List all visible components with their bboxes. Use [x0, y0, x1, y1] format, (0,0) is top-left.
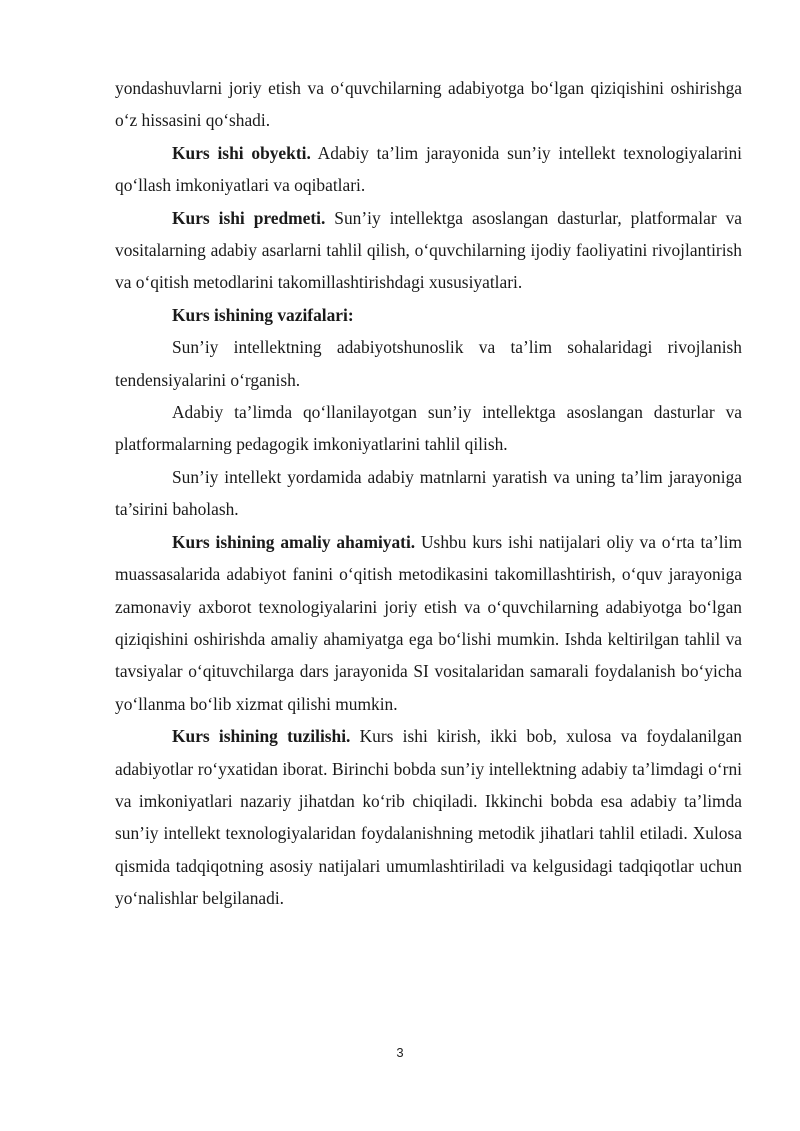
- practical-significance-text: Ushbu kurs ishi natijalari oliy va o‘rta ta’lim muassasalarida adabiyot fanini o‘qitish metodikasini takomillashtirish, o‘quv jarayoniga zamonaviy axborot texnologiyalarini joriy etish va o‘quvchilarning adabiyotga bo‘lgan qiziqishini oshirishda amaliy ahamiyatga ega bo‘lishi mumkin. Ishda keltirilgan tahlil va tavsiyalar o‘qituvchilarga dars jarayonida SI vositalaridan samarali foydalanish bo‘yicha yo‘llanma bo‘lib xizmat qilishi mumkin.: [115, 531, 742, 714]
- paragraph-course-subject: [115, 202, 742, 299]
- course-object-heading: Kurs ishi obyekti.: [172, 142, 311, 163]
- structure-text: Kurs ishi kirish, ikki bob, xulosa va foydalanilgan adabiyotlar ro‘yxatidan iborat. Birinchi bobda sun’iy intellektning adabiy ta’limdagi o‘rni va imkoniyatlari nazariy jihatdan ko‘rib chiqiladi. Ikkinchi bobda esa adabiy ta’limda sun’iy intellekt texnologiyalaridan foydalanishning metodik jihatlari tahlil etiladi. Xulosa qismida tadqiqotning asosiy natijalari umumlashtiriladi va kelgusidagi tadqiqotlar uchun yo‘nalishlar belgilanadi.: [115, 726, 742, 909]
- paragraph-structure: [115, 720, 742, 914]
- paragraph-tasks-heading: [115, 299, 742, 331]
- practical-significance-heading: Kurs ishining amaliy ahamiyati.: [172, 531, 416, 552]
- page-body: [115, 72, 742, 915]
- course-object-text: Adabiy ta’lim jarayonida sun’iy intellekt texnologiyalarini qo‘llash imkoniyatlari va oqibatlari.: [115, 142, 742, 196]
- page-number: 3: [396, 1045, 404, 1060]
- structure-heading: Kurs ishining tuzilishi.: [172, 726, 351, 747]
- task-item-3: Sun’iy intellekt yordamida adabiy matnlarni yaratish va uning ta’lim jarayoniga ta’sirini baholash.: [115, 466, 742, 520]
- task-item-1: Sun’iy intellektning adabiyotshunoslik va ta’lim sohalaridagi rivojlanish tendensiyalarini o‘rganish.: [115, 337, 742, 390]
- paragraph-course-object: [115, 137, 742, 202]
- course-subject-text: Sun’iy intellektga asoslangan dasturlar, platformalar va vositalarning adabiy asarlarni tahlil qilish, o‘quvchilarning ijodiy faoliyatini rivojlantirish va o‘qitish metodlarini takomillashtirishdagi xususiyatlari.: [115, 207, 742, 293]
- course-subject-heading: Kurs ishi predmeti.: [172, 207, 326, 228]
- paragraph-practical-significance: [115, 526, 742, 720]
- paragraph-intro-continuation: yondashuvlarni joriy etish va o‘quvchilarning adabiyotga bo‘lgan qiziqishini oshirishga o‘z hissasini qo‘shadi.: [115, 78, 742, 131]
- task-item-2: Adabiy ta’limda qo‘llanilayotgan sun’iy intellektga asoslangan dasturlar va platformalarning pedagogik imkoniyatlarini tahlil qilish.: [115, 402, 742, 455]
- tasks-heading: Kurs ishining vazifalari:: [172, 304, 354, 325]
